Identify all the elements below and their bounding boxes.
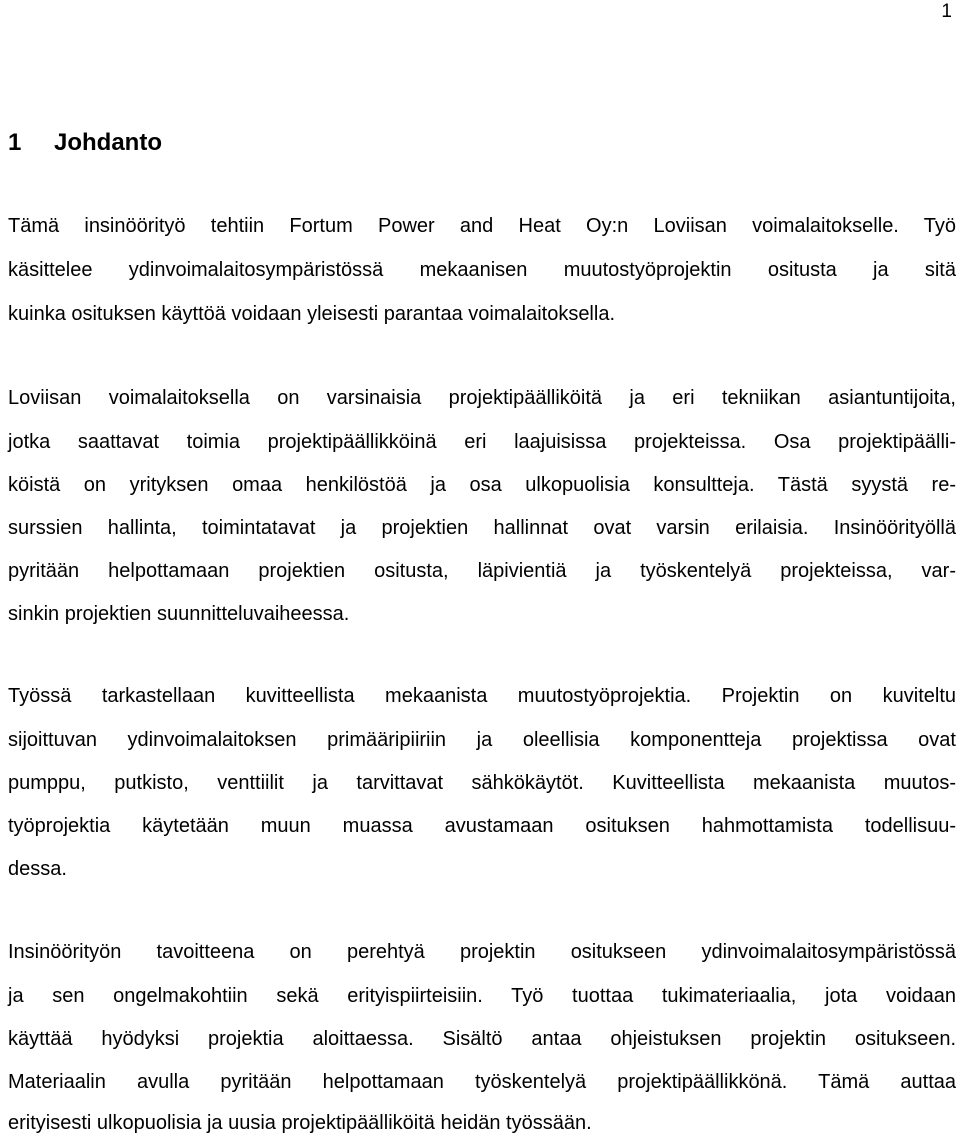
paragraph-line: erityisesti ulkopuolisia ja uusia projektipäälliköitä heidän työssään. — [8, 1112, 592, 1134]
page-number: 1 — [941, 1, 952, 22]
paragraph-line: Insinöörityön tavoitteena on perehtyä projektin ositukseen ydinvoimalaitosympäristössä — [8, 941, 956, 963]
paragraph-line: käyttää hyödyksi projektia aloittaessa. Sisältö antaa ohjeistuksen projektin ositukseen. — [8, 1028, 956, 1050]
paragraph-line: Tämä insinöörityö tehtiin Fortum Power and Heat Oy:n Loviisan voimalaitokselle. Työ — [8, 215, 956, 237]
paragraph-line: Loviisan voimalaitoksella on varsinaisia projektipäälliköitä ja eri tekniikan asiantuntijoita, — [8, 387, 956, 409]
paragraph-line: kuinka osituksen käyttöä voidaan yleisesti parantaa voimalaitoksella. — [8, 303, 616, 325]
paragraph-line: jotka saattavat toimia projektipäällikköinä eri laajuisissa projekteissa. Osa projektipäälli- — [8, 431, 956, 453]
paragraph-line: sijoittuvan ydinvoimalaitoksen primääripiiriin ja oleellisia komponentteja projektissa ovat — [8, 729, 956, 751]
paragraph-line: Työssä tarkastellaan kuvitteellista mekaanista muutostyöprojektia. Projektin on kuviteltu — [8, 685, 956, 707]
section-heading — [8, 128, 162, 158]
paragraph-line: sinkin projektien suunnitteluvaiheessa. — [8, 603, 350, 625]
paragraph-line: pumppu, putkisto, venttiilit ja tarvittavat sähkökäytöt. Kuvitteellista mekaanista muutos- — [8, 772, 956, 794]
paragraph-line: pyritään helpottamaan projektien ositusta, läpivientiä ja työskentelyä projekteissa, var- — [8, 560, 956, 582]
paragraph-line: ja sen ongelmakohtiin sekä erityispiirteisiin. Työ tuottaa tukimateriaalia, jota voidaan — [8, 985, 956, 1007]
section-title: Johdanto — [54, 129, 162, 156]
paragraph-line: dessa. — [8, 858, 67, 880]
paragraph-line: käsittelee ydinvoimalaitosympäristössä mekaanisen muutostyöprojektin ositusta ja sitä — [8, 259, 956, 281]
paragraph-line: Materiaalin avulla pyritään helpottamaan työskentelyä projektipäällikkönä. Tämä auttaa — [8, 1071, 956, 1093]
section-number: 1 — [8, 129, 22, 156]
paragraph-line: köistä on yrityksen omaa henkilöstöä ja osa ulkopuolisia konsultteja. Tästä syystä re- — [8, 474, 956, 496]
paragraph-line: työprojektia käytetään muun muassa avustamaan osituksen hahmottamista todellisuu- — [8, 815, 956, 837]
paragraph-line: surssien hallinta, toimintatavat ja projektien hallinnat ovat varsin erilaisia. Insinöörityöllä — [8, 517, 956, 539]
